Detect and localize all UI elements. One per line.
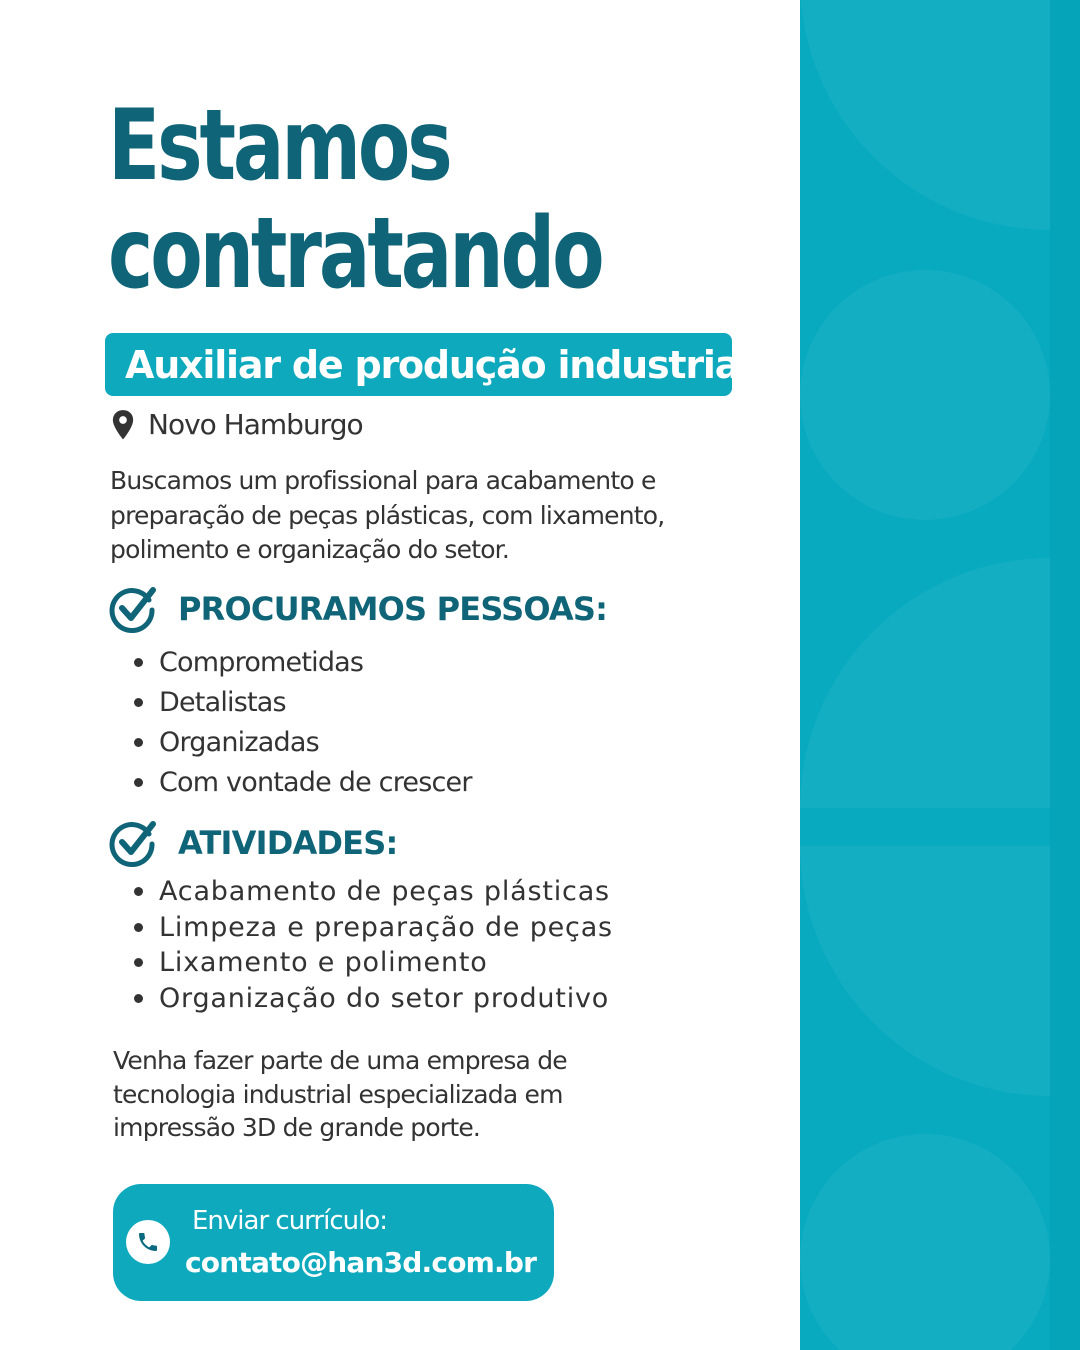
list-item-text: Lixamento e polimento — [159, 947, 488, 979]
check-circle-icon — [108, 584, 158, 634]
section-people-title: PROCURAMOS PESSOAS: — [178, 590, 608, 628]
location — [110, 408, 363, 441]
headline-line-2: contratando — [108, 197, 602, 311]
list-item-text: Detalistas — [159, 686, 286, 718]
list-item — [134, 762, 472, 802]
decorative-shape — [800, 270, 1050, 520]
list-item-text: Com vontade de crescer — [159, 766, 472, 798]
section-people-header — [108, 584, 607, 634]
decorative-shape — [800, 1134, 1050, 1350]
bullet-dot — [134, 887, 143, 896]
list-item-text: Limpeza e preparação de peças — [159, 911, 613, 943]
contact-box[interactable] — [113, 1184, 554, 1301]
section-activities-header — [108, 818, 397, 868]
list-item — [134, 722, 472, 762]
decorative-shape — [800, 0, 1050, 230]
list-item — [134, 874, 613, 910]
decorative-shape — [800, 558, 1050, 808]
list-item — [134, 981, 613, 1017]
check-circle-icon — [108, 818, 158, 868]
bullet-dot — [134, 923, 143, 932]
bullet-dot — [134, 658, 143, 667]
list-item — [134, 682, 472, 722]
section-activities-title: ATIVIDADES: — [178, 824, 398, 862]
bullet-dot — [134, 958, 143, 967]
list-item-text: Organização do setor produtivo — [159, 982, 610, 1014]
contact-email-link[interactable]: contato@han3d.com.br — [185, 1246, 537, 1279]
headline-line-1: Estamos — [108, 89, 450, 203]
map-pin-icon — [110, 409, 136, 441]
people-list — [134, 642, 472, 802]
decorative-side-panel — [800, 0, 1080, 1350]
bullet-dot — [134, 778, 143, 787]
headline — [108, 89, 748, 311]
decorative-shape — [800, 846, 1050, 1096]
phone-icon — [126, 1220, 170, 1264]
bullet-dot — [134, 698, 143, 707]
list-item-text: Acabamento de peças plásticas — [159, 876, 610, 908]
contact-label: Enviar currículo: — [192, 1206, 387, 1236]
list-item — [134, 642, 472, 682]
outro-text: Venha fazer parte de uma empresa de tecnologia industrial especializada em impressão 3D de grande porte. — [113, 1046, 567, 1142]
location-text: Novo Hamburgo — [148, 408, 363, 441]
list-item — [134, 910, 613, 946]
role-banner: Auxiliar de produção industrial — [105, 333, 732, 396]
activities-list — [134, 874, 613, 1016]
bullet-dot — [134, 994, 143, 1003]
decorative-strip — [1050, 0, 1080, 1350]
list-item-text: Comprometidas — [159, 646, 364, 678]
bullet-dot — [134, 738, 143, 747]
list-item — [134, 945, 613, 981]
list-item-text: Organizadas — [159, 726, 319, 758]
intro-text: Buscamos um profissional para acabamento e preparação de peças plásticas, com lixamento, polimento e organização do setor. — [110, 466, 665, 564]
